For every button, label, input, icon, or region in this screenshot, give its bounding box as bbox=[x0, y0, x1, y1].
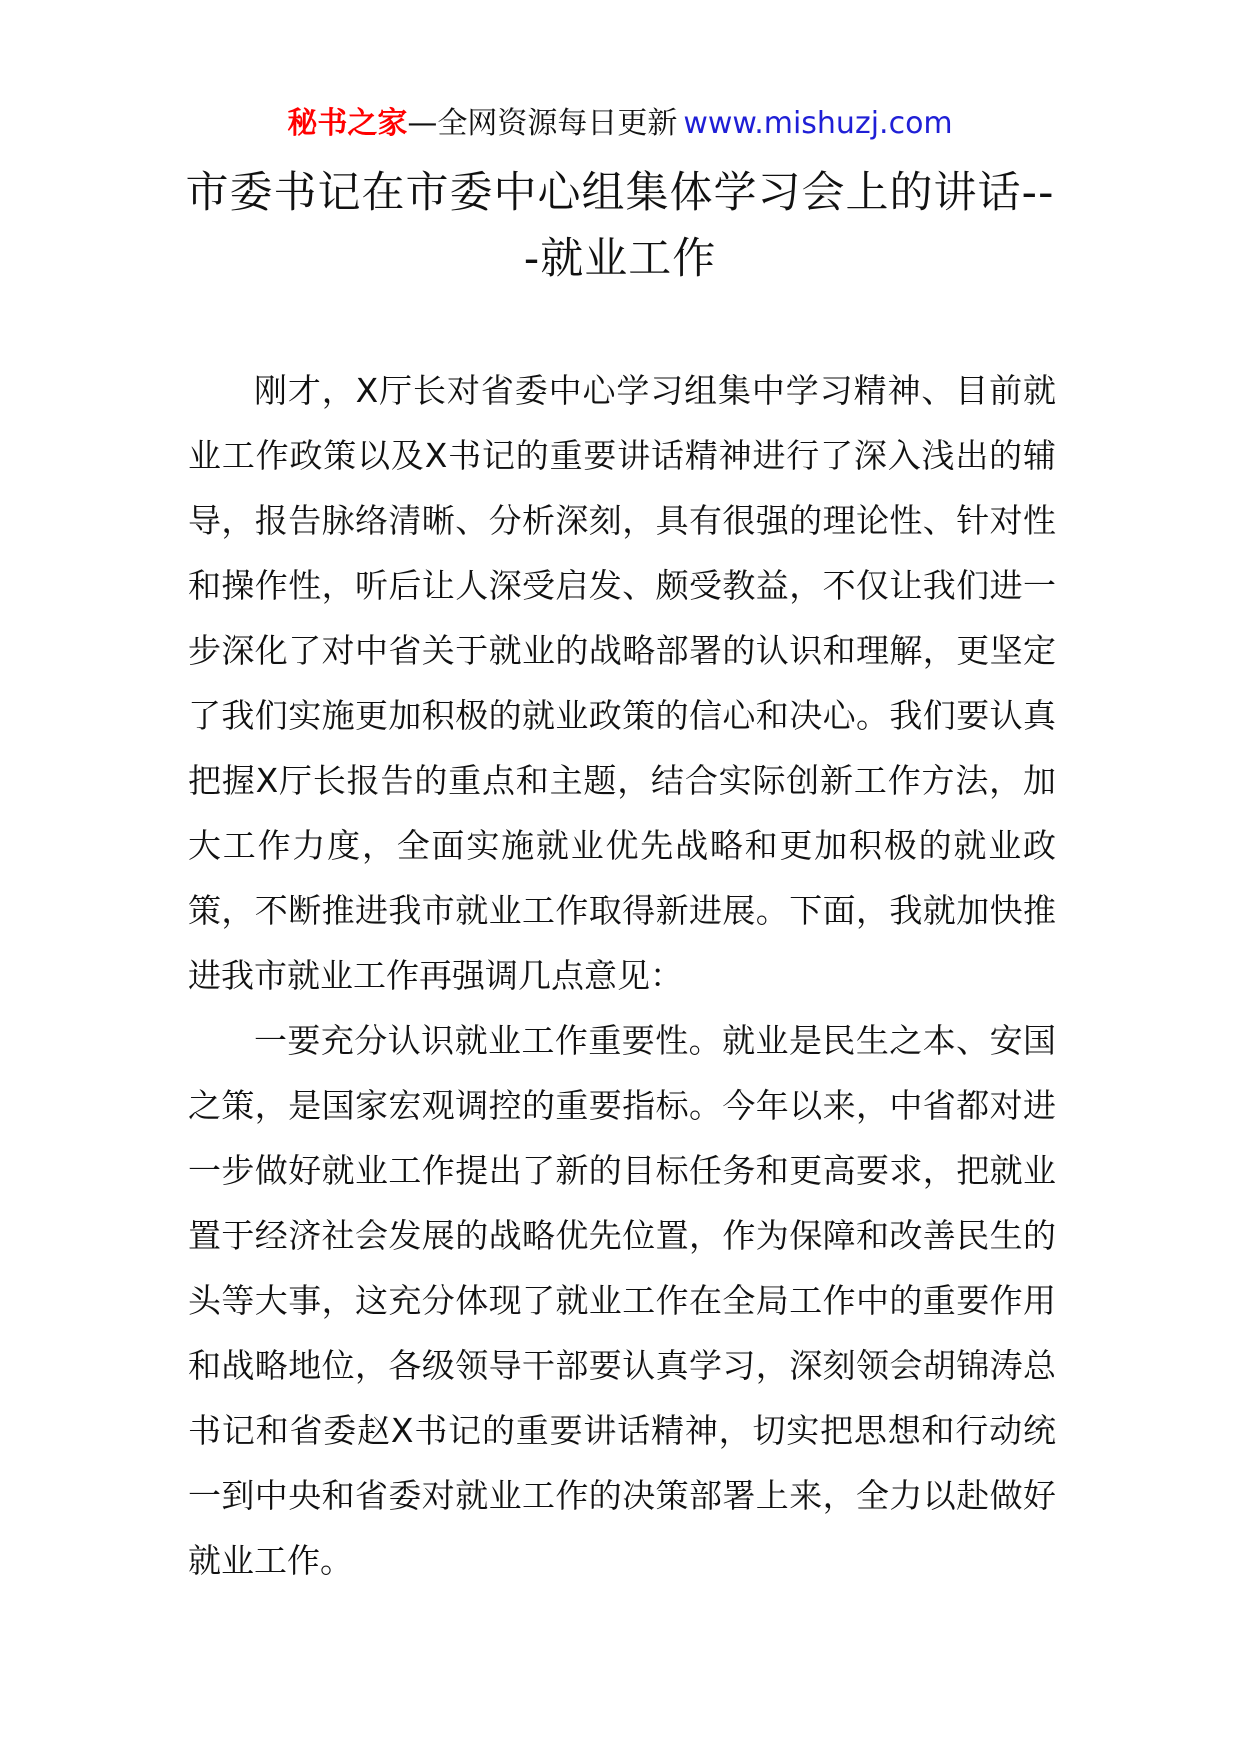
paragraph-2: 一要充分认识就业工作重要性。就业是民生之本、安国之策，是国家宏观调控的重要指标。今年以来，中省都对进一步做好就业工作提出了新的目标任务和更高要求，把就业置于经济社会发展的战略优先位置，作为保障和改善民生的头等大事，这充分体现了就业工作在全局工作中的重要作用和战略地位，各级领导干部要认真学习，深刻领会胡锦涛总书记和省委赵X书记的重要讲话精神，切实把思想和行动统一到中央和省委对就业工作的决策部署上来，全力以赴做好就业工作。 bbox=[188, 1021, 1056, 1580]
site-url-link[interactable]: www.mishuzj.com bbox=[683, 106, 953, 141]
document-title: 市委书记在市委中心组集体学习会上的讲话---就业工作 bbox=[185, 168, 1055, 284]
brand-name: 秘书之家 bbox=[287, 106, 408, 141]
paragraph-1: 刚才，X厅长对省委中心学习组集中学习精神、目前就业工作政策以及X书记的重要讲话精神进行了深入浅出的辅导，报告脉络清晰、分析深刻，具有很强的理论性、针对性和操作性，听后让人深受启发、颇受教益，不仅让我们进一步深化了对中省关于就业的战略部署的认识和理解，更坚定了我们实施更加积极的就业政策的信心和决心。我们要认真把握X厅长报告的重点和主题，结合实际创新工作方法，加大工作力度，全面实施就业优先战略和更加积极的就业政策，不断推进我市就业工作取得新进展。下面，我就加快推进我市就业工作再强调几点意见： bbox=[188, 371, 1056, 995]
site-header bbox=[0, 102, 1240, 146]
document-body bbox=[188, 358, 1056, 1593]
header-tagline: —全网资源每日更新 bbox=[407, 106, 678, 141]
